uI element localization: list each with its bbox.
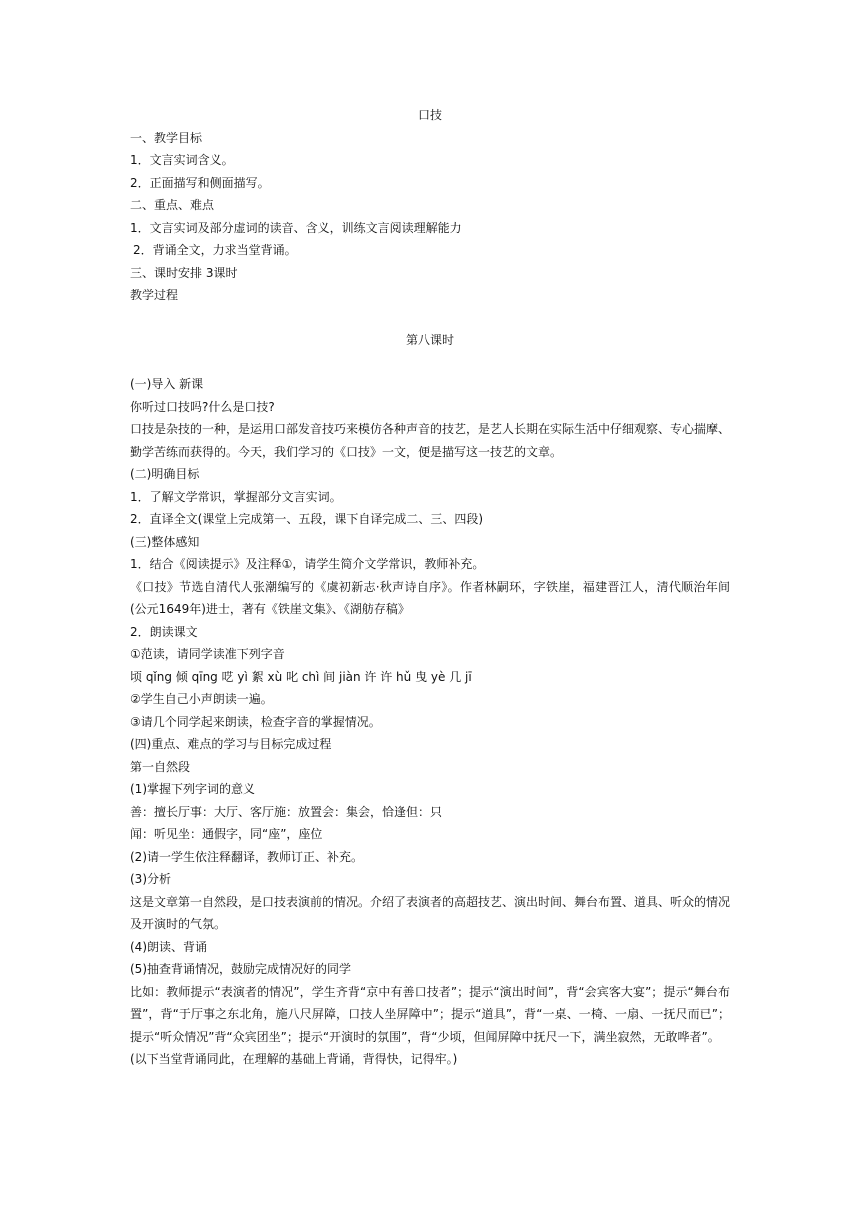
text-line: ②学生自己小声朗读一遍。 <box>130 692 273 706</box>
text-line: 1．了解文学常识，掌握部分文言实词。 <box>130 489 342 504</box>
text-line: 1．文言实词含义。 <box>130 153 234 167</box>
text-line: (以下当堂背诵同此，在理解的基础上背诵，背得快，记得牢。) <box>130 1052 458 1066</box>
text-line: ③请几个同学起来朗读，检查字音的掌握情况。 <box>130 714 381 729</box>
pinyin-line: 顷 qǐng 倾 qīng 呓 yì 絮 xù 叱 chì 间 jiàn 许 许 hǔ 曳 yè 几 jī <box>130 669 472 684</box>
text-line: (3)分析 <box>130 872 171 886</box>
section-heading: (二)明确目标 <box>130 467 200 481</box>
paragraph: 口技是杂技的一种，是运用口部发音技巧来模仿各种声音的技艺，是艺人长期在实际生活中仔细观察、专心揣摩、勤学苦练而获得的。今天，我们学习的《口技》一文，便是描写这一技艺的文章。 <box>130 422 731 459</box>
paragraph: 这是文章第一自然段，是口技表演前的情况。介绍了表演者的高超技艺、演出时间、舞台布置、道具、听众的情况及开演时的气氛。 <box>130 894 731 931</box>
text-line: 2．直译全文(课堂上完成第一、五段，课下自译完成二、三、四段) <box>130 512 484 526</box>
section-heading: (四)重点、难点的学习与目标完成过程 <box>130 737 332 751</box>
document-title: 口技 <box>417 108 442 122</box>
text-line: 第一自然段 <box>130 759 191 774</box>
text-line: 1．结合《阅读提示》及注释①，请学生简介文学常识，教师补充。 <box>130 557 485 571</box>
section-heading: 三、课时安排 3课时 <box>130 265 238 280</box>
paragraph: 《口技》节选自清代人张潮编写的《虞初新志·秋声诗自序》。作者林嗣环，字铁崖，福建晋江人，清代顺治年间(公元1649年)进士，著有《铁崖文集》、《湖舫存稿》 <box>130 579 730 616</box>
text-line: 善：擅长厅事：大厅、客厅施：放置会：集会，恰逢但：只 <box>130 804 443 819</box>
section-heading: 二、重点、难点 <box>130 198 215 212</box>
lesson-title: 第八课时 <box>405 332 454 347</box>
text-line: (1)掌握下列字词的意义 <box>130 782 255 796</box>
text-line: 2．背诵全文，力求当堂背诵。 <box>133 243 297 257</box>
text-line: (2)请一学生依注释翻译，教师订正、补充。 <box>130 849 363 864</box>
text-line: 闻：听见坐：通假字，同“座”，座位 <box>130 827 323 841</box>
section-heading: (三)整体感知 <box>130 534 200 549</box>
text-line: 2．正面描写和侧面描写。 <box>130 175 270 190</box>
text-line: 2．朗读课文 <box>130 624 198 639</box>
document-page <box>130 104 730 1071</box>
text-line: 教学过程 <box>130 288 179 302</box>
text-line: ①范读，请同学读准下列字音 <box>130 647 285 661</box>
section-heading: 一、教学目标 <box>130 130 203 145</box>
text-line: (4)朗读、背诵 <box>130 939 207 954</box>
text-line: (5)抽查背诵情况，鼓励完成情况好的同学 <box>130 962 351 976</box>
paragraph: 比如：教师提示“表演者的情况”，学生齐背“京中有善口技者”；提示“演出时间”，背“会宾客大宴”；提示“舞台布置”，背“于厅事之东北角，施八尺屏障，口技人坐屏障中”；提示“道具”，背“一桌、一椅、一扇、一抚尺而已”；提示“听众情况”背“众宾团坐”；提示“开演时的氛围”，背“少顷，但闻屏障中抚尺一下，满坐寂然，无敢哗者”。 <box>130 984 730 1044</box>
section-heading: (一)导入 新课 <box>130 377 204 391</box>
text-line: 1．文言实词及部分虚词的读音、含义，训练文言阅读理解能力 <box>130 220 462 235</box>
text-line: 你听过口技吗?什么是口技? <box>130 399 275 414</box>
